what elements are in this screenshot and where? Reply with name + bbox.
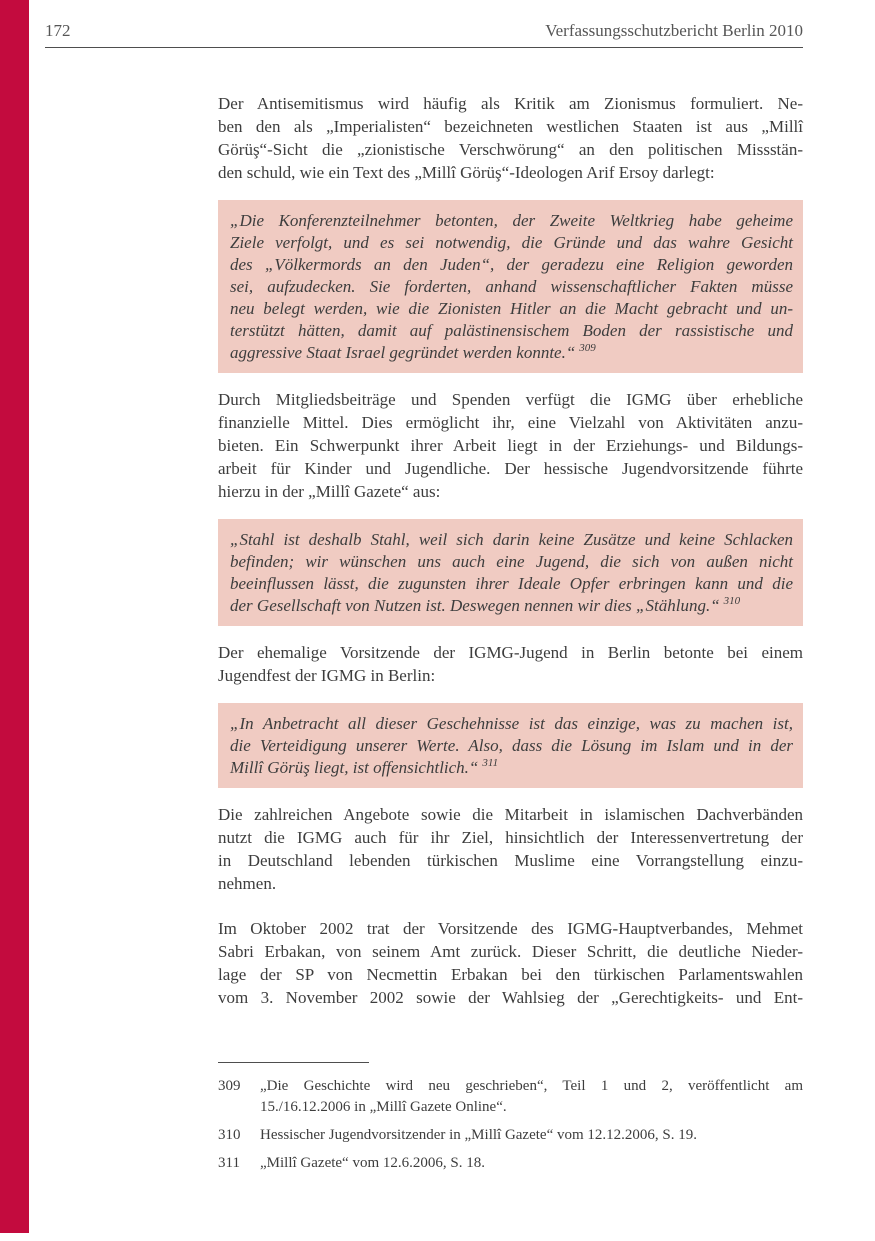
text-line: „Die Konferenzteilnehmer betonten, der Zweite Weltkrieg habe geheime [230,211,793,230]
text-line: des „Völkermords an den Juden“, der geradezu eine Religion geworden [230,255,793,274]
footnote-item [218,1153,803,1174]
body-paragraph [218,917,803,1009]
page-header [45,0,803,48]
text-line: terstützt hätten, damit auf palästinensischem Boden der rassistische und [230,321,793,340]
footnote-separator [218,1062,369,1063]
text-line: finanzielle Mittel. Dies ermöglicht ihr, eine Vielzahl von Aktivitäten anzu- [218,413,803,432]
footnote-reference: 309 [579,342,596,355]
body-paragraph [218,92,803,184]
text-line: Der ehemalige Vorsitzende der IGMG-Jugend in Berlin betonte bei einem [218,643,803,662]
footnotes-section [218,1062,803,1181]
text-line: „Die Geschichte wird neu geschrieben“, Teil 1 und 2, veröffentlicht am [260,1078,803,1094]
text-line: nutzt die IGMG auch für ihr Ziel, hinsichtlich der Interessenvertretung der [218,828,803,847]
footnote-reference: 310 [723,595,741,608]
text-line: Sabri Erbakan, von seinem Amt zurück. Dieser Schritt, die deutliche Nieder- [218,942,803,961]
content-area [218,92,803,1025]
text-line: in Deutschland lebenden türkischen Muslime eine Vorrangstellung einzu- [218,851,803,870]
body-paragraph [218,641,803,687]
header-title: Verfassungsschutzbericht Berlin 2010 [545,21,803,40]
footnote-item [218,1076,803,1118]
text-line: Görüş“-Sicht die „zionistische Verschwörung“ an den politischen Missstän- [218,140,803,159]
text-line: beeinflussen lässt, die zugunsten ihrer Ideale Opfer erbringen kann und die [230,574,793,593]
body-paragraph [218,388,803,503]
footnote-text [260,1076,803,1118]
text-line: Im Oktober 2002 trat der Vorsitzende des IGMG-Hauptverbandes, Mehmet [218,919,803,938]
text-line: 15./16.12.2006 in „Millî Gazete Online“. [260,1099,507,1115]
text-line: Millî Görüş liegt, ist offensichtlich.“ $^{311}$ [230,757,499,777]
quote-block [218,519,803,626]
footnote-number: 309 [218,1078,241,1094]
text-line: der Gesellschaft von Nutzen ist. Deswegen nennen wir dies „Stählung.“ $^{310}$ [230,595,741,615]
footnote-number: 311 [218,1155,240,1171]
text-line: befinden; wir wünschen uns auch eine Jugend, die sich von außen nicht [230,552,793,571]
text-line: bieten. Ein Schwerpunkt ihrer Arbeit liegt in der Erziehungs- und Bildungs- [218,436,803,455]
text-line: hierzu in der „Millî Gazete“ aus: [218,482,441,501]
page-number: 172 [45,21,71,40]
text-line: aggressive Staat Israel gegründet werden konnte.“ $^{309}$ [230,342,596,362]
quote-block [218,200,803,373]
text-line: „Stahl ist deshalb Stahl, weil sich darin keine Zusätze und keine Schlacken [230,530,793,549]
text-line: den schuld, wie ein Text des „Millî Görüş“-Ideologen Arif Ersoy darlegt: [218,163,715,182]
text-line: Hessischer Jugendvorsitzender in „Millî Gazete“ vom 12.12.2006, S. 19. [260,1127,697,1143]
accent-bar [0,0,29,1233]
text-line: Ziele verfolgt, und es sei notwendig, die Gründe und das wahre Gesicht [230,233,793,252]
text-line: ben den als „Imperialisten“ bezeichneten westlichen Staaten ist aus „Millî [218,117,803,136]
footnote-reference: 311 [482,757,499,770]
text-line: Durch Mitgliedsbeiträge und Spenden verfügt die IGMG über erhebliche [218,390,803,409]
text-line: „Millî Gazete“ vom 12.6.2006, S. 18. [260,1155,485,1171]
text-line: die Verteidigung unserer Werte. Also, dass die Lösung im Islam und in der [230,736,793,755]
text-line: arbeit für Kinder und Jugendliche. Der hessische Jugendvorsitzende führte [218,459,803,478]
body-paragraph [218,803,803,895]
footnote-text [260,1153,803,1174]
text-line: lage der SP von Necmettin Erbakan bei den türkischen Parlamentswahlen [218,965,803,984]
footnote-list [218,1076,803,1174]
text-line: neu belegt werden, wie die Zionisten Hitler an die Macht gebracht und un- [230,299,793,318]
text-line: vom 3. November 2002 sowie der Wahlsieg der „Gerechtigkeits- und Ent- [218,988,803,1007]
footnote-item [218,1125,803,1146]
text-line: Die zahlreichen Angebote sowie die Mitarbeit in islamischen Dachverbänden [218,805,803,824]
footnote-number: 310 [218,1127,241,1143]
text-line: nehmen. [218,874,277,893]
quote-block [218,703,803,788]
text-line: „In Anbetracht all dieser Geschehnisse ist das einzige, was zu machen ist, [230,714,793,733]
text-line: Jugendfest der IGMG in Berlin: [218,666,436,685]
text-line: Der Antisemitismus wird häufig als Kritik am Zionismus formuliert. Ne- [218,94,803,113]
footnote-text [260,1125,803,1146]
text-line: sei, aufzudecken. Sie forderten, anhand wissenschaftlicher Fakten müsse [230,277,793,296]
